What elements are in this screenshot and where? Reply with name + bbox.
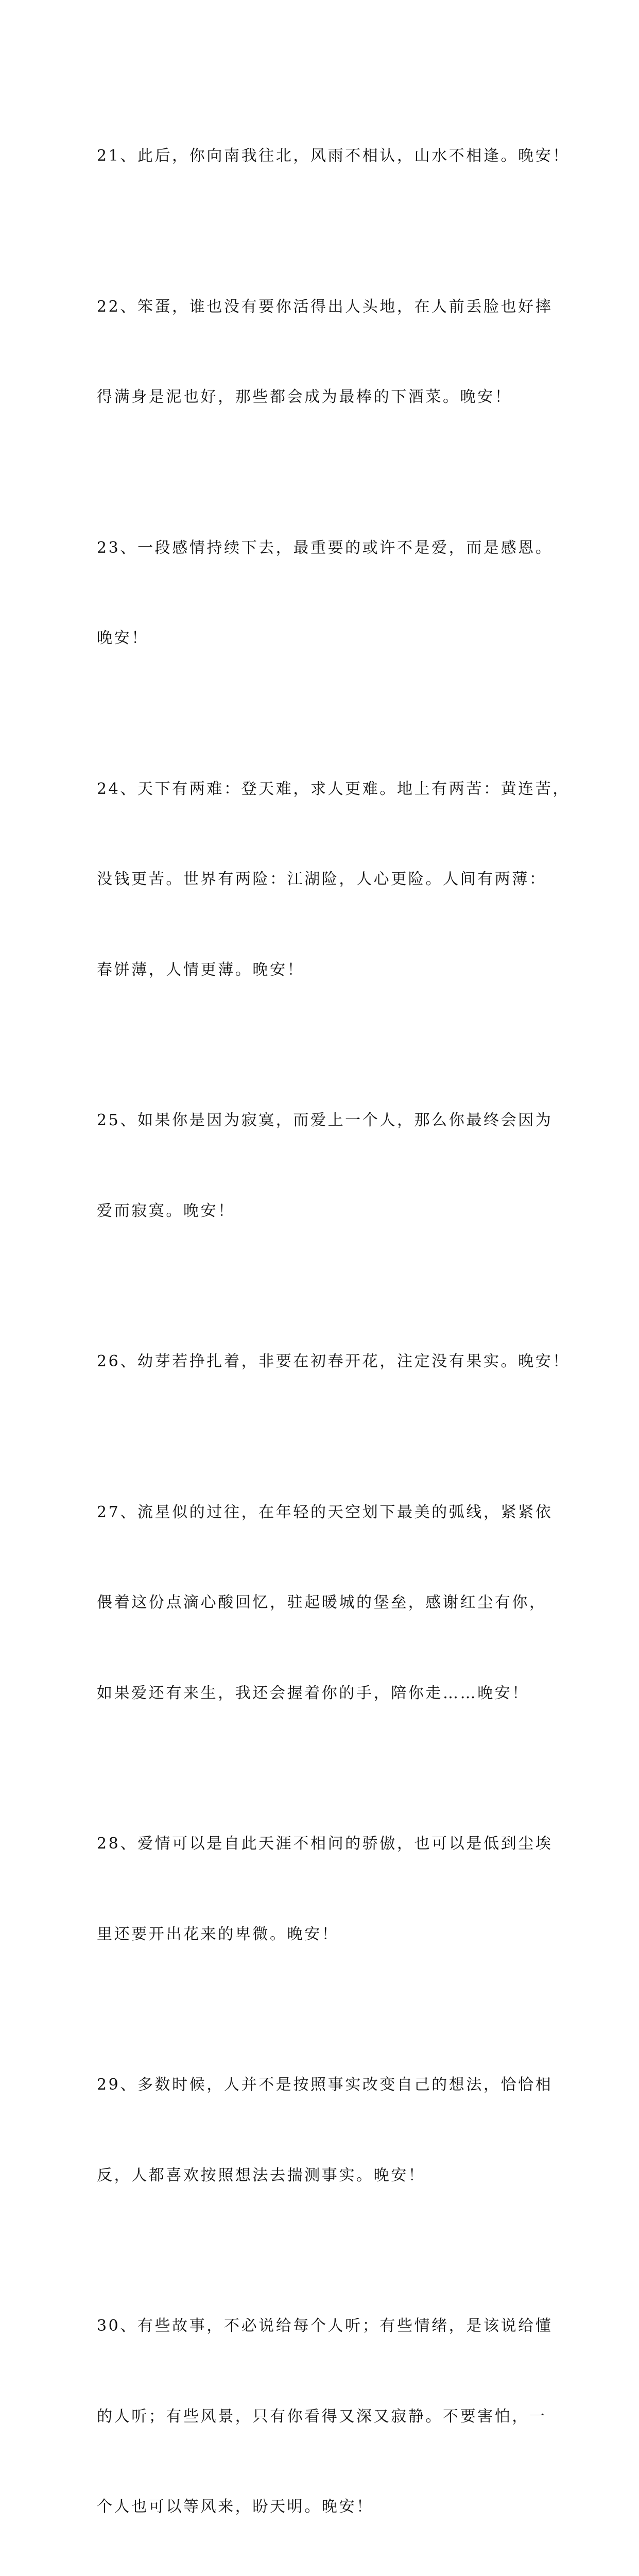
text-line: 晚安！ <box>97 629 149 647</box>
document-body <box>97 81 570 2576</box>
text-line: 如果爱还有来生，我还会握着你的手，陪你走……晚安！ <box>97 1684 529 1702</box>
text-line: 27、流星似的过往，在年轻的天空划下最美的弧线，紧紧依 <box>97 1503 553 1521</box>
text-line: 29、多数时候，人并不是按照事实改变自己的想法，恰恰相 <box>97 2076 553 2094</box>
text-line: 21、此后，你向南我往北，风雨不相认，山水不相逢。晚安！ <box>97 147 570 165</box>
text-line: 22、笨蛋，谁也没有要你活得出人头地，在人前丢脸也好摔 <box>97 297 553 316</box>
text-line: 得满身是泥也好，那些都会成为最棒的下酒菜。晚安！ <box>97 388 512 406</box>
quote-paragraph-27 <box>97 1437 553 1769</box>
text-line: 25、如果你是因为寂寞，而爱上一个人，那么你最终会因为 <box>97 1111 553 1129</box>
text-line: 爱而寂寞。晚安！ <box>97 1201 235 1220</box>
quote-paragraph-22 <box>97 232 553 473</box>
quote-paragraph-24 <box>97 714 570 1046</box>
text-line: 个人也可以等风来，盼天明。晚安！ <box>97 2498 374 2516</box>
quote-paragraph-23 <box>97 473 553 714</box>
text-line: 24、天下有两难：登天难，求人更难。地上有两苦：黄连苦， <box>97 779 570 798</box>
text-line: 没钱更苦。世界有两险：江湖险，人心更险。人间有两薄： <box>97 870 547 888</box>
quote-paragraph-29 <box>97 2010 553 2251</box>
quote-paragraph-30 <box>97 2251 553 2576</box>
text-line: 30、有些故事，不必说给每个人听；有些情绪，是该说给懂 <box>97 2317 553 2335</box>
quote-paragraph-21 <box>97 81 570 232</box>
text-line: 的人听；有些风景，只有你看得又深又寂静。不要害怕，一 <box>97 2407 547 2426</box>
quote-paragraph-28 <box>97 1769 553 2010</box>
text-line: 23、一段感情持续下去，最重要的或许不是爱，而是感恩。 <box>97 538 553 557</box>
text-line: 里还要开出花来的卑微。晚安！ <box>97 1925 339 1943</box>
text-line: 反，人都喜欢按照想法去揣测事实。晚安！ <box>97 2166 426 2184</box>
text-line: 偎着这份点滴心酸回忆，驻起暖城的堡垒，感谢红尘有你， <box>97 1594 547 1612</box>
quote-paragraph-26 <box>97 1286 570 1437</box>
text-line: 春饼薄，人情更薄。晚安！ <box>97 960 305 979</box>
text-line: 26、幼芽若挣扎着，非要在初春开花，注定没有果实。晚安！ <box>97 1352 570 1370</box>
text-line: 28、爱情可以是自此天涯不相问的骄傲，也可以是低到尘埃 <box>97 1835 553 1853</box>
quote-paragraph-25 <box>97 1045 553 1286</box>
